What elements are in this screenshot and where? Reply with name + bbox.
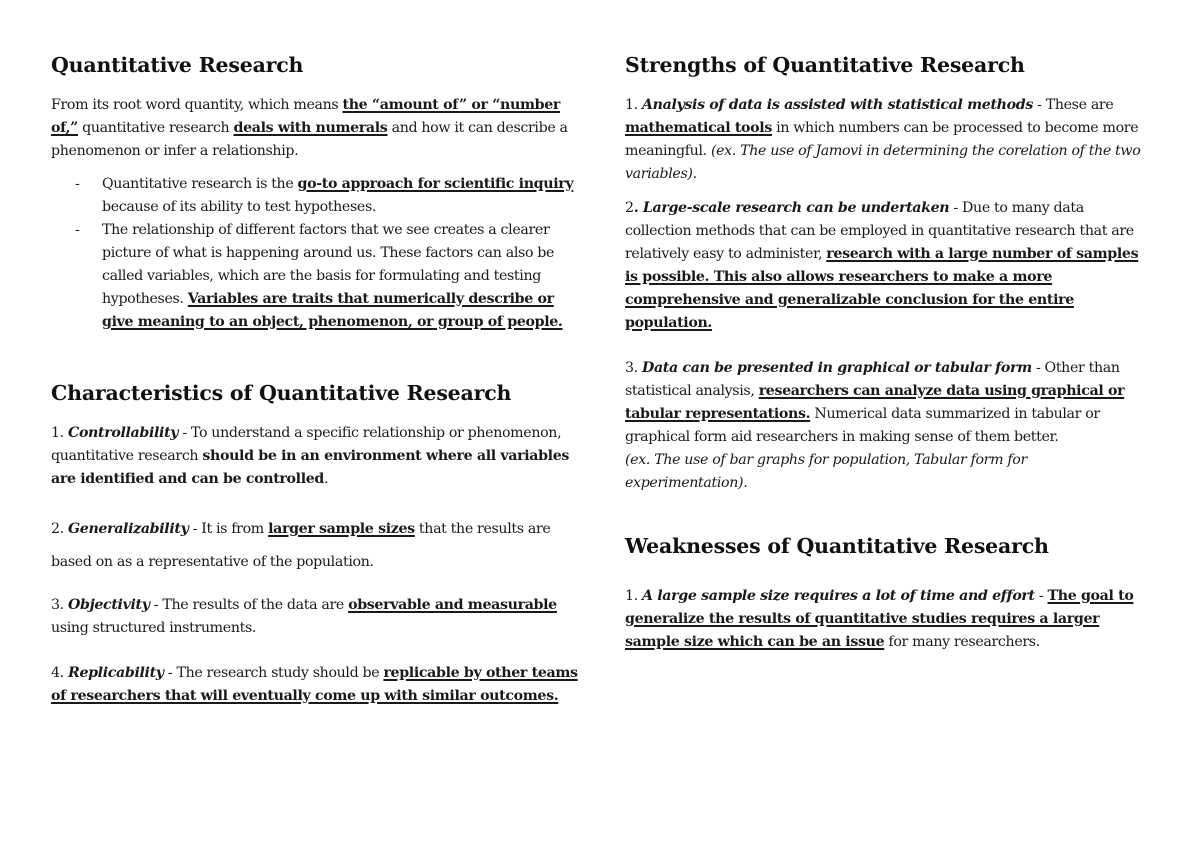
item-text: that the results are based on as a representative of the population. [51,521,551,570]
characteristic-item [51,594,579,640]
characteristic-item [51,662,579,708]
item-text: . [743,475,748,491]
item-number: 3. [625,360,642,376]
item-text: - The results of the data are [149,597,349,613]
intro-paragraph [51,94,579,163]
bullet-text: because of its ability to test hypotheses. [102,199,377,215]
characteristic-item [51,513,579,579]
item-term: . Large-scale research can be undertaken [633,200,950,216]
item-text: using structured instruments. [51,620,257,636]
item-emphasis: mathematical tools [625,120,772,136]
right-column [625,52,1145,654]
item-emphasis: larger sample sizes [268,521,415,537]
section-title-characteristics: Characteristics of Quantitative Research [51,381,512,405]
bullet-text: The relationship of different factors that we see creates a clearer picture of what is happening around us. These factors can also be called variables, which are the basis for formulating and testing hypotheses. [102,222,555,307]
item-text: in which numbers can be processed to become more meaningful. [625,120,1139,159]
item-text: - Other than statistical analysis, [625,360,1120,399]
weakness-item [625,585,1145,654]
item-term: Data can be presented in graphical or tabular form [642,360,1032,376]
item-emphasis: The goal to generalize the results of quantitative studies requires a larger sample size which can be an issue [625,588,1134,650]
intro-emphasis: deals with numerals [233,120,388,136]
item-text: - [1034,588,1048,604]
item-example: (ex. The use of Jamovi in determining the corelation of the two variables) [625,143,1141,182]
item-number: 2. [51,521,68,537]
item-emphasis: observable and measurable [348,597,557,613]
item-number: 1. [625,97,642,113]
intro-emphasis: the “amount of” or “number of,” [51,97,560,136]
item-text: for many researchers. [884,634,1040,650]
item-term: Replicability [68,665,164,681]
left-column [51,52,579,708]
bullet-text: Quantitative research is the [102,176,298,192]
item-text: - The research study should be [163,665,384,681]
characteristic-item [51,422,579,491]
item-emphasis: replicable by other teams of researchers that will eventually come up with similar outcomes. [51,665,578,704]
item-text: - These are [1032,97,1114,113]
item-term: Controllability [68,425,179,441]
item-term: Objectivity [68,597,150,613]
section-title-weaknesses: Weaknesses of Quantitative Research [625,534,1049,558]
item-text: - To understand a specific relationship or phenomenon, quantitative research [51,425,562,464]
strength-item [625,357,1145,495]
item-number: 3. [51,597,68,613]
item-text: . [323,471,329,487]
section-title-quantitative-research: Quantitative Research [51,53,304,77]
item-number: 1. [51,425,68,441]
item-text: - It is from [188,521,269,537]
strength-item [625,197,1145,335]
bullet-list [51,173,579,334]
item-text: - Due to many data collection methods that can be employed in quantitative research that are relatively easy to administer, [625,200,1134,262]
item-term: A large sample size requires a lot of time and effort [642,588,1035,604]
item-term: Generalizability [68,521,189,537]
section-title-strengths: Strengths of Quantitative Research [625,53,1025,77]
item-example: (ex. The use of bar graphs for population, Tabular form for experimentation) [625,452,1027,491]
intro-text: From its root word quantity, which means [51,97,343,113]
item-emphasis: research with a large number of samples is possible. This also allows researchers to make a more comprehensive and generalizable conclusion for the entire population. [625,246,1139,331]
list-item [51,219,579,334]
item-number: 1. [625,588,642,604]
strength-item [625,94,1145,186]
item-emphasis: researchers can analyze data using graphical or tabular representations. [625,383,1125,422]
bullet-emphasis: go-to approach for scientific inquiry [297,176,574,192]
item-emphasis: should be in an environment where all variables are identified and can be controlled [51,448,570,487]
item-term: Analysis of data is assisted with statistical methods [642,97,1033,113]
item-number: 2 [625,200,634,216]
intro-text: quantitative research [77,120,234,136]
dash-marker: - [75,222,80,238]
item-number: 4. [51,665,68,681]
dash-marker: - [75,176,80,192]
intro-text: and how it can describe a phenomenon or infer a relationship. [51,120,568,159]
bullet-emphasis: Variables are traits that numerically describe or give meaning to an object, phenomenon, or group of people. [102,291,563,330]
list-item [51,173,579,219]
item-text: Numerical data summarized in tabular or graphical form aid researchers in making sense of them better. [625,406,1100,445]
item-text: . [692,166,697,182]
